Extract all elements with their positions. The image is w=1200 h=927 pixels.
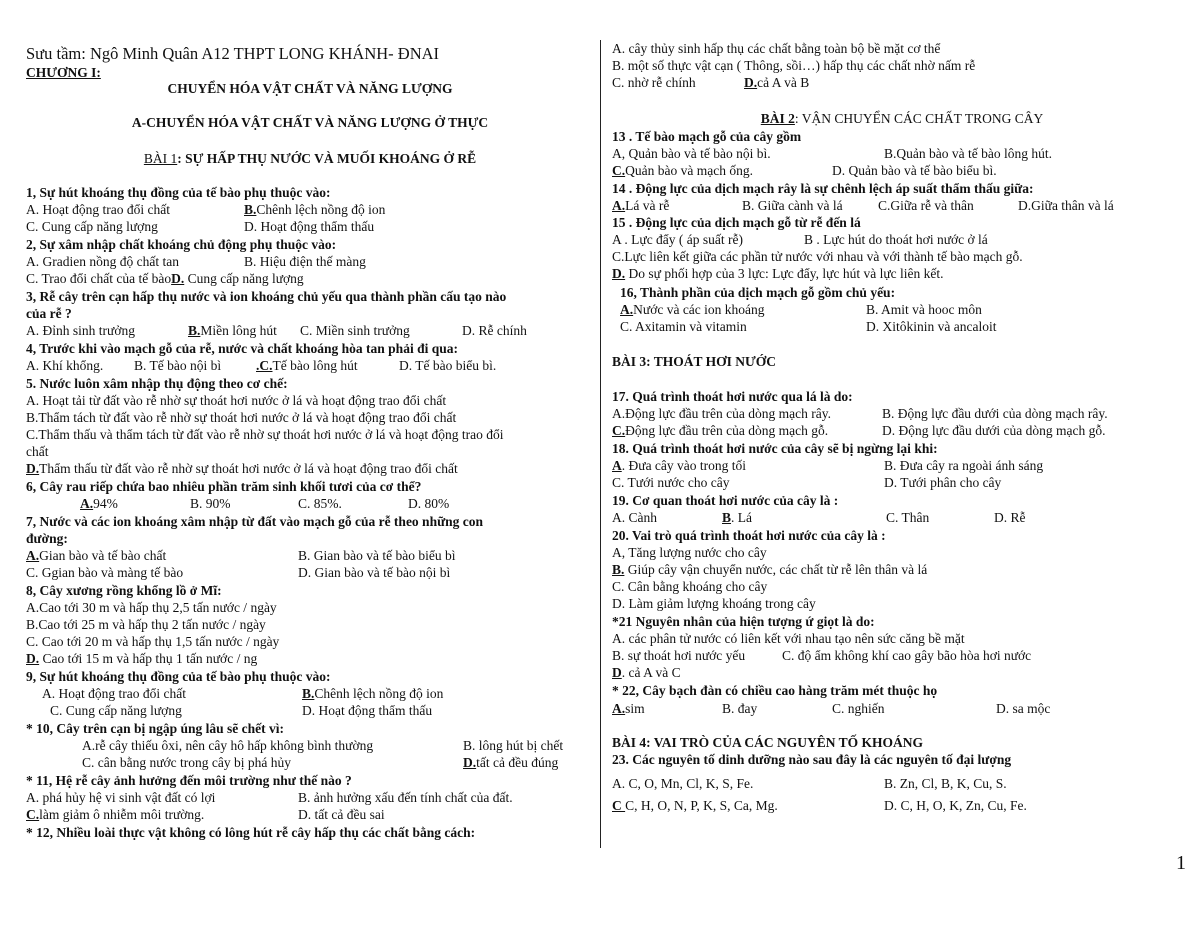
- question-2: 2, Sự xâm nhập chất khoáng chủ động phụ thuộc vào:: [26, 237, 337, 252]
- q12-option-c: C. nhờ rễ chính: [612, 75, 696, 90]
- q22-option-c: C. nghiến: [832, 701, 885, 716]
- q23-options-row1: [612, 775, 1007, 792]
- q16-option-d: D. Xitôkinin và ancaloit: [866, 319, 997, 334]
- q7-option-c: C. Ggian bào và màng tế bào: [26, 565, 184, 580]
- q2-options-row1: [26, 253, 366, 270]
- q1-option-c: C. Cung cấp năng lượng: [26, 219, 158, 234]
- question-6: 6, Cây rau riếp chứa bao nhiêu phần trăm sinh khối tươi của cơ thể?: [26, 479, 422, 494]
- q1-options-row1: [26, 201, 385, 218]
- q23-options-row2: [612, 797, 1027, 814]
- lesson2-heading: [612, 110, 1192, 127]
- q10-options-row1: [26, 737, 563, 754]
- question-20: 20. Vai trò quá trình thoát hơi nước của cây là :: [612, 528, 886, 543]
- question-15: 15 . Động lực của dịch mạch gỗ từ rễ đến lá: [612, 215, 861, 230]
- q4-option-b: B. Tế bào nội bì: [134, 358, 222, 373]
- q1-option-a: A. Hoạt động trao đổi chất: [26, 202, 170, 217]
- q11-options-row1: [26, 789, 513, 806]
- q21-option-c: C. độ ẩm không khí cao gây bão hòa hơi nước: [782, 648, 1032, 663]
- q7-option-d: D. Gian bào và tế bào nội bì: [298, 565, 451, 580]
- q15-option-a: A . Lực đẩy ( áp suất rễ): [612, 232, 744, 247]
- q15-option-b: B . Lực hút do thoát hơi nước ở lá: [804, 232, 988, 247]
- q5-option-b: B.Thẩm tách từ đất vào rễ nhờ sự thoát hơi nước ở lá và hoạt động trao đổi chất: [26, 410, 457, 425]
- q21-options-row: [612, 647, 1031, 664]
- q13-option-a: A, Quản bào và tế bào nội bì.: [612, 146, 771, 161]
- q9-option-d: D. Hoạt động thẩm thấu: [302, 703, 433, 718]
- q14-options: [612, 197, 1114, 214]
- q5-option-d: D.Thẩm thấu từ đất vào rễ nhờ sự thoát hơi nước ở lá và hoạt động trao đổi chất: [26, 461, 458, 476]
- q2-options-row2: [26, 270, 304, 287]
- question-9: 9, Sự hút khoáng thụ đồng của tế bào phụ thuộc vào:: [26, 669, 331, 684]
- q22-option-d: D. sa mộc: [996, 701, 1051, 716]
- q8-option-b: B.Cao tới 25 m và hấp thụ 2 tấn nước / ngày: [26, 617, 266, 632]
- q16-option-c: C. Axitamin và vitamin: [620, 319, 747, 334]
- q10-option-d: D.tất cả đều đúng: [463, 755, 559, 770]
- question-7: 7, Nước và các ion khoáng xâm nhập từ đất vào mạch gỗ của rễ theo những con: [26, 514, 484, 529]
- question-1: 1, Sự hút khoáng thụ đồng của tế bào phụ thuộc vào:: [26, 185, 331, 200]
- q16-option-b: B. Amit và hooc môn: [866, 302, 982, 317]
- q9-options-row2: [26, 702, 432, 719]
- q21-option-d: D. cả A và C: [612, 665, 681, 680]
- q16-options-row1: [612, 301, 982, 318]
- q17-option-c: C.Động lực đầu trên của dòng mạch gỗ.: [612, 423, 829, 438]
- page-number: 1: [1176, 852, 1186, 874]
- q19-options: [612, 509, 1026, 526]
- q19-option-c: C. Thân: [886, 510, 930, 525]
- q13-option-c: C.Quản bào và mạch ống.: [612, 163, 753, 178]
- q4-option-c: .C.Tế bào lông hút: [256, 358, 358, 373]
- q18-option-b: B. Đưa cây ra ngoài ánh sáng: [884, 458, 1044, 473]
- question-18: 18. Quá trình thoát hơi nước của cây sẽ bị ngừng lại khi:: [612, 441, 938, 456]
- q7-option-b: B. Gian bào và tế bào biểu bì: [298, 548, 456, 563]
- question-22: * 22, Cây bạch đàn có chiều cao hàng trăm mét thuộc họ: [612, 683, 938, 698]
- q18-options-row2: [612, 474, 1001, 491]
- q2-option-a: A. Gradien nồng độ chất tan: [26, 254, 179, 269]
- q6-options: [26, 495, 449, 512]
- q14-option-b: B. Giữa cành và lá: [742, 198, 843, 213]
- q4-option-a: A. Khí khổng.: [26, 358, 104, 373]
- q4-options: [26, 357, 496, 374]
- q1-options-row2: [26, 218, 374, 235]
- question-7-cont: đường:: [26, 531, 68, 546]
- chapter-label: CHƯƠNG I:: [26, 65, 101, 80]
- q14-option-a: A.Lá và rễ: [612, 198, 670, 213]
- q18-option-a: A. Đưa cây vào trong tối: [612, 458, 747, 473]
- q5-option-c-cont: chất: [26, 444, 49, 459]
- lesson1-title: : SỰ HẤP THỤ NƯỚC VÀ MUỐI KHOÁNG Ở RỄ: [177, 151, 477, 166]
- q22-options: [612, 700, 1050, 717]
- lesson2-label: BÀI 2: [760, 111, 795, 126]
- q7-options-row2: [26, 564, 450, 581]
- q7-options-row1: [26, 547, 455, 564]
- q16-options-row2: [612, 318, 996, 335]
- q22-option-a: A.sim: [612, 701, 645, 716]
- q9-option-c: C. Cung cấp năng lượng: [50, 703, 182, 718]
- q21-option-b: B. sự thoát hơi nước yếu: [612, 648, 746, 663]
- q11-option-b: B. ảnh hưởng xấu đến tính chất của đất.: [298, 790, 513, 805]
- q3-option-d: D. Rễ chính: [462, 323, 527, 338]
- q1-option-d: D. Hoạt động thẩm thấu: [244, 219, 375, 234]
- q17-option-a: A.Động lực đầu trên của dòng mạch rây.: [612, 406, 831, 421]
- question-3-cont: của rễ ?: [26, 306, 72, 321]
- question-14: 14 . Động lực của dịch mạch rây là sự chênh lệch áp suất thẩm thấu giữa:: [612, 181, 1034, 196]
- question-10: * 10, Cây trên cạn bị ngập úng lâu sẽ chết vì:: [26, 721, 285, 736]
- column-divider: [600, 40, 601, 848]
- q13-option-b: B.Quản bào và tế bào lông hút.: [884, 146, 1052, 161]
- question-13: 13 . Tế bào mạch gỗ của cây gồm: [612, 129, 802, 144]
- q2-option-b: B. Hiệu điện thế màng: [244, 254, 366, 269]
- lesson3-heading: BÀI 3: THOÁT HƠI NƯỚC: [612, 354, 777, 369]
- q17-option-d: D. Động lực đầu dưới của dòng mạch gỗ.: [882, 423, 1106, 438]
- q4-option-d: D. Tế bào biểu bì.: [399, 358, 497, 373]
- q11-option-c: C.làm giảm ô nhiễm môi trường.: [26, 807, 205, 822]
- q8-option-d: D. Cao tới 15 m và hấp thụ 1 tấn nước / ng: [26, 651, 258, 666]
- q6-option-a: A.94%: [80, 496, 118, 511]
- q5-option-c: C.Thẩm thấu và thẩm tách từ đất vào rễ nhờ sự thoát hơi nước ở lá và hoạt động trao đổi: [26, 427, 504, 442]
- q19-option-d: D. Rễ: [994, 510, 1026, 525]
- q23-option-d: D. C, H, O, K, Zn, Cu, Fe.: [884, 798, 1027, 813]
- question-17: 17. Quá trình thoát hơi nước qua lá là do:: [612, 389, 853, 404]
- q21-option-a: A. các phân tử nước có liên kết với nhau tạo nên sức căng bề mặt: [612, 631, 965, 646]
- q3-option-a: A. Đỉnh sinh trưởng: [26, 323, 135, 338]
- q12-option-a: A. cây thủy sinh hấp thụ các chất bằng toàn bộ bề mặt cơ thể: [612, 41, 941, 56]
- q16-option-a: A.Nước và các ion khoáng: [620, 302, 765, 317]
- q19-option-b: B. Lá: [722, 510, 753, 525]
- q3-options: [26, 322, 527, 339]
- q11-option-a: A. phá hủy hệ vi sinh vật đất có lợi: [26, 790, 216, 805]
- lesson1-heading: [26, 150, 594, 167]
- question-12: * 12, Nhiều loài thực vật không có lông hút rễ cây hấp thụ các chất bằng cách:: [26, 825, 476, 840]
- q12-option-d: D.cả A và B: [744, 75, 810, 90]
- q5-option-a: A. Hoạt tải từ đất vào rễ nhờ sự thoát hơi nước ở lá và hoạt động trao đổi chất: [26, 393, 447, 408]
- q10-option-a: A.rễ cây thiếu ôxi, nên cây hô hấp không bình thường: [82, 738, 374, 753]
- q23-option-c: C C, H, O, N, P, K, S, Ca, Mg.: [612, 798, 778, 813]
- q20-option-c: C. Cân bằng khoáng cho cây: [612, 579, 768, 594]
- question-23: 23. Các nguyên tố dinh dưỡng nào sau đây là các nguyên tố đại lượng: [612, 752, 1012, 767]
- q8-option-a: A.Cao tới 30 m và hấp thụ 2,5 tấn nước / ngày: [26, 600, 277, 615]
- q6-option-d: D. 80%: [408, 496, 450, 511]
- question-3: 3, Rễ cây trên cạn hấp thụ nước và ion khoáng chủ yếu qua thành phần cấu tạo nào: [26, 289, 507, 304]
- q11-option-d: D. tất cả đều sai: [298, 807, 385, 822]
- q11-options-row2: [26, 806, 385, 823]
- q15-option-c: C.Lực liên kết giữa các phần tử nước với nhau và với thành tế bào mạch gỗ.: [612, 249, 1023, 264]
- q9-options-row1: [26, 685, 443, 702]
- q18-options-row1: [612, 457, 1043, 474]
- q9-option-b: B.Chênh lệch nồng độ ion: [302, 686, 444, 701]
- q15-option-d: D. Do sự phối hợp của 3 lực: Lực đẩy, lực hút và lực liên kết.: [612, 266, 944, 281]
- q15-options-row1: [612, 231, 988, 248]
- q2-option-d: D. Cung cấp năng lượng: [171, 271, 304, 286]
- q2-option-c: C. Trao đổi chất của tế bào: [26, 271, 172, 286]
- question-8: 8, Cây xương rồng khổng lồ ở Mĩ:: [26, 583, 222, 598]
- q14-option-c: C.Giữa rễ và thân: [878, 198, 974, 213]
- question-19: 19. Cơ quan thoát hơi nước của cây là :: [612, 493, 839, 508]
- q12-option-b: B. một số thực vật cạn ( Thông, sồi…) hấp thụ các chất nhờ nấm rễ: [612, 58, 976, 73]
- lesson1-label: BÀI 1: [143, 151, 178, 166]
- lesson2-title: : VẬN CHUYỂN CÁC CHẤT TRONG CÂY: [794, 111, 1044, 126]
- question-5: 5. Nước luôn xâm nhập thụ động theo cơ chế:: [26, 376, 288, 391]
- q12-options-row: [612, 74, 809, 91]
- q17-options-row1: [612, 405, 1108, 422]
- q20-option-a: A, Tăng lượng nước cho cây: [612, 545, 767, 560]
- q20-option-b: B. Giúp cây vận chuyển nước, các chất từ rễ lên thân và lá: [612, 562, 928, 577]
- q6-option-b: B. 90%: [190, 496, 231, 511]
- q23-option-b: B. Zn, Cl, B, K, Cu, S.: [884, 776, 1007, 791]
- q8-option-c: C. Cao tới 20 m và hấp thụ 1,5 tấn nước / ngày: [26, 634, 280, 649]
- q18-option-c: C. Tưới nước cho cây: [612, 475, 730, 490]
- q10-option-c: C. cân bằng nước trong cây bị phá hủy: [82, 755, 292, 770]
- q3-option-b: B.Miền lông hút: [188, 323, 277, 338]
- q13-options-row2: [612, 162, 997, 179]
- question-4: 4, Trước khi vào mạch gỗ của rễ, nước và chất khoáng hòa tan phải đi qua:: [26, 341, 458, 356]
- q7-option-a: A.Gian bào và tế bào chất: [26, 548, 167, 563]
- q6-option-c: C. 85%.: [298, 496, 342, 511]
- author-line: Sưu tầm: Ngô Minh Quân A12 THPT LONG KHÁNH- ĐNAI: [26, 44, 440, 63]
- q1-option-b: B.Chênh lệch nồng độ ion: [244, 202, 386, 217]
- q17-option-b: B. Động lực đầu dưới của dòng mạch rây.: [882, 406, 1108, 421]
- q10-option-b: B. lông hút bị chết: [463, 738, 564, 753]
- part-title: A-CHUYỂN HÓA VẬT CHẤT VÀ NĂNG LƯỢNG Ở THỰC: [131, 115, 489, 130]
- question-11: * 11, Hệ rễ cây ảnh hưởng đến môi trường như thế nào ?: [26, 773, 352, 788]
- q17-options-row2: [612, 422, 1105, 439]
- q10-options-row2: [26, 754, 558, 771]
- q23-option-a: A. C, O, Mn, Cl, K, S, Fe.: [612, 776, 754, 791]
- lesson4-heading: BÀI 4: VAI TRÒ CỦA CÁC NGUYÊN TỐ KHOÁNG: [612, 735, 924, 750]
- q22-option-b: B. đay: [722, 701, 758, 716]
- q19-option-a: A. Cành: [612, 510, 657, 525]
- q9-option-a: A. Hoạt động trao đổi chất: [42, 686, 186, 701]
- q18-option-d: D. Tưới phân cho cây: [884, 475, 1002, 490]
- q20-option-d: D. Làm giảm lượng khoáng trong cây: [612, 596, 816, 611]
- q13-options-row1: [612, 145, 1052, 162]
- q13-option-d: D. Quản bào và tế bào biểu bì.: [832, 163, 997, 178]
- question-21: *21 Nguyên nhân của hiện tượng ứ giọt là do:: [612, 614, 875, 629]
- chapter-title: CHUYỂN HÓA VẬT CHẤT VÀ NĂNG LƯỢNG: [167, 81, 453, 96]
- question-16: 16, Thành phần của dịch mạch gỗ gồm chủ yếu:: [620, 285, 896, 300]
- q3-option-c: C. Miền sinh trưởng: [300, 323, 410, 338]
- q14-option-d: D.Giữa thân và lá: [1018, 198, 1114, 213]
